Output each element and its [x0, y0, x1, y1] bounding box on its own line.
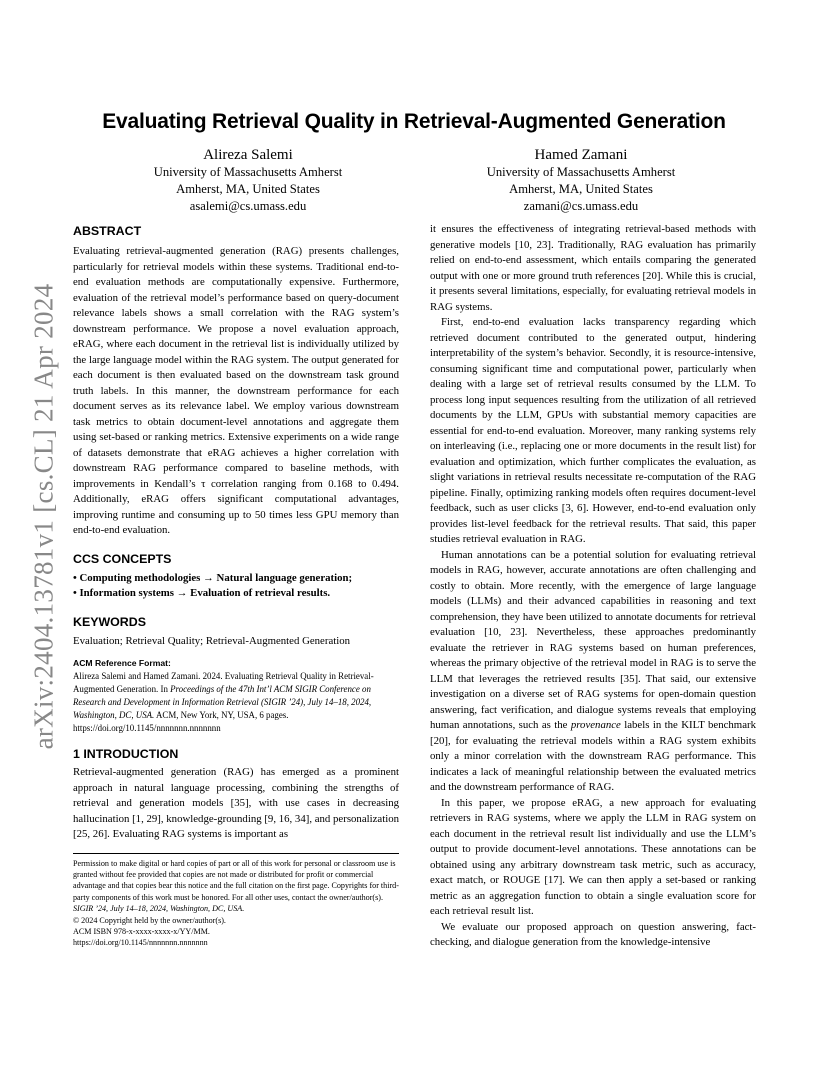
- author-block-2: [436, 146, 726, 215]
- isbn-line: ACM ISBN 978-x-xxxx-xxxx-x/YY/MM.: [73, 926, 210, 936]
- body-paragraph: We evaluate our proposed approach on question answering, fact-checking, and dialogue generation from the knowledge-intensive: [430, 920, 756, 948]
- reference-format-heading: ACM Reference Format:: [73, 658, 171, 668]
- reference-format-text: Alireza Salemi and Hamed Zamani. 2024. Evaluating Retrieval Quality in Retrieval-Augmented Generation. In Proceedings of the 47th Int’l ACM SIGIR Conference on Research and Development in Information Retrieval (SIGIR ’24), July 14–18, 2024, Washington, DC, USA. ACM, New York, NY, USA, 6 pages. https://doi.org/10.1145/nnnnnnn.nnnnnnn: [73, 671, 374, 733]
- author-email[interactable]: asalemi@cs.umass.edu: [189, 199, 307, 213]
- right-column: [430, 222, 756, 951]
- permission-notice: Permission to make digital or hard copies of part or all of this work for personal or classroom use is granted without fee provided that copies are not made or distributed for profit or commercial advantage and that copies bear this notice and the full citation on the first page. Copyrights for third-party components of this work must be honored. For all other uses, contact the owner/author(s).: [73, 858, 399, 902]
- author-name: Alireza Salemi: [203, 147, 293, 163]
- body-paragraph: First, end-to-end evaluation lacks transparency regarding which retrieved document contributed to the generated output, hindering interpretability of the system’s behavior. Secondly, it is resource-intensive, consuming significant time and computational power, particularly when dealing with a large set of retrieval results consumed by the LLM. To process long input sequences resulting from the utilization of all retrieved documents by the LLM, GPUs with substantial memory capacities are essential for end-to-end evaluation. Moreover, many ranking systems rely on interleaving (i.e., replacing one or more documents in the result list) for evaluation and optimization, which further complicates the evaluation, as slight variations in retrieval results necessitate re-computation of the RAG pipeline. Finally, optimizing ranking models often requires document-level feedback, such as user clicks [3, 6]. However, end-to-end evaluation only provides list-level feedback for the retrieval results. That said, this paper studies retrieval evaluation in RAG.: [430, 316, 756, 545]
- arxiv-id-text: arXiv:2404.13781v1 [cs.CL] 21 Apr 2024: [28, 283, 59, 749]
- left-column: [73, 222, 399, 949]
- ccs-item: • Information systems → Evaluation of retrieval results.: [73, 587, 331, 599]
- venue-line: SIGIR ’24, July 14–18, 2024, Washington, DC, USA.: [73, 904, 245, 914]
- ccs-list: [73, 571, 399, 602]
- keywords-text: Evaluation; Retrieval Quality; Retrieval-Augmented Generation: [73, 634, 351, 647]
- ccs-item: • Computing methodologies → Natural language generation;: [73, 571, 353, 584]
- abstract-heading: ABSTRACT: [73, 224, 142, 238]
- ccs-heading: CCS CONCEPTS: [73, 551, 172, 566]
- author-affiliation: University of Massachusetts Amherst: [486, 165, 676, 179]
- intro-paragraph: Retrieval-augmented generation (RAG) has emerged as a prominent approach in natural language processing, combining the strengths of retrieval and generation models [35], with use cases in decreasing hallucination [1, 29], knowledge-grounding [9, 16, 34], and personalization [25, 26]. Evaluating RAG systems is important as: [73, 766, 399, 840]
- body-paragraph: Human annotations can be a potential solution for evaluating retrieval models in RAG, however, accurate annotations are often challenging and costly to obtain. More recently, with the emergence of large language models (LLMs) and their advanced capabilities in reasoning and text comprehension, they have been utilized to annotate documents for retrieval evaluation [10, 23]. Nevertheless, these approaches predominantly evaluate the retriever in RAG systems based on human preferences, whereas the primary objective of the retrieval model in RAG is to serve the LLM that leverages the retrieved results [35]. That said, our extensive investigation on a diverse set of RAG systems for open-domain question answering, fact verification, and dialogue systems reveals that employing human annotations, such as the provenance labels in the KILT benchmark [20], for evaluating the retrieval models within a RAG system exhibits only a minor correlation with the downstream RAG performance. This indicates a lack of meaningful relationship between the evaluated metrics and the downstream performance of RAG.: [430, 548, 756, 793]
- paper-title: Evaluating Retrieval Quality in Retrieval-Augmented Generation: [102, 110, 726, 133]
- author-location: Amherst, MA, United States: [509, 182, 653, 196]
- author-location: Amherst, MA, United States: [176, 182, 320, 196]
- arxiv-identifier: [24, 256, 64, 776]
- abstract-text: Evaluating retrieval-augmented generation (RAG) presents challenges, particularly for retrieval models within these systems. Traditional end-to-end evaluation methods are computationally expensive. Furthermore, evaluation of the retrieval model’s performance based on query-document relevance labels shows a small correlation with the RAG system’s downstream performance. We propose a novel evaluation approach, eRAG, where each document in the retrieval list is individually utilized by the large language model within the RAG system. The output generated for each document is then evaluated based on the downstream task ground truth labels. In this manner, the downstream performance for each document serves as its relevance label. We employ various downstream task metrics to obtain document-level annotations and aggregate them using set-based or ranking metrics. Extensive experiments on a wide range of datasets demonstrate that eRAG achieves a higher correlation with downstream RAG performance compared to baseline methods, with improvements in Kendall’s τ correlation ranging from 0.168 to 0.494. Additionally, eRAG offers significant computational advantages, improving runtime and consuming up to 50 times less GPU memory than end-to-end evaluation.: [73, 245, 399, 536]
- body-paragraph: it ensures the effectiveness of integrating retrieval-based methods with generative models [10, 23]. Traditionally, RAG evaluation has primarily relied on end-to-end assessment, which entails comparing the generated output with one or more ground truth references [20]. While this is crucial, it presents several limitations, especially, for evaluating retrieval models in RAG systems.: [430, 223, 756, 313]
- author-email[interactable]: zamani@cs.umass.edu: [523, 199, 639, 213]
- keywords-heading: KEYWORDS: [73, 614, 146, 629]
- doi-link[interactable]: https://doi.org/10.1145/nnnnnnn.nnnnnnn: [73, 938, 208, 948]
- author-block-1: [103, 146, 393, 215]
- footnote-divider: [73, 853, 399, 854]
- author-name: Hamed Zamani: [534, 147, 628, 163]
- copyright-line: © 2024 Copyright held by the owner/author(s).: [73, 915, 226, 925]
- author-affiliation: University of Massachusetts Amherst: [153, 165, 343, 179]
- introduction-heading: 1 INTRODUCTION: [73, 747, 179, 761]
- body-paragraph: In this paper, we propose eRAG, a new approach for evaluating retrievers in RAG systems, where we apply the LLM in RAG system on each document in the retrieval result list individually and use the LLM’s output to provide document-level annotations. These annotations can be obtained using any arbitrary downstream task metric, such as accuracy, exact match, or ROUGE [17]. We can then apply a set-based or ranking metric as an aggregation function to obtain a single evaluation score for each retrieval result list.: [430, 796, 756, 917]
